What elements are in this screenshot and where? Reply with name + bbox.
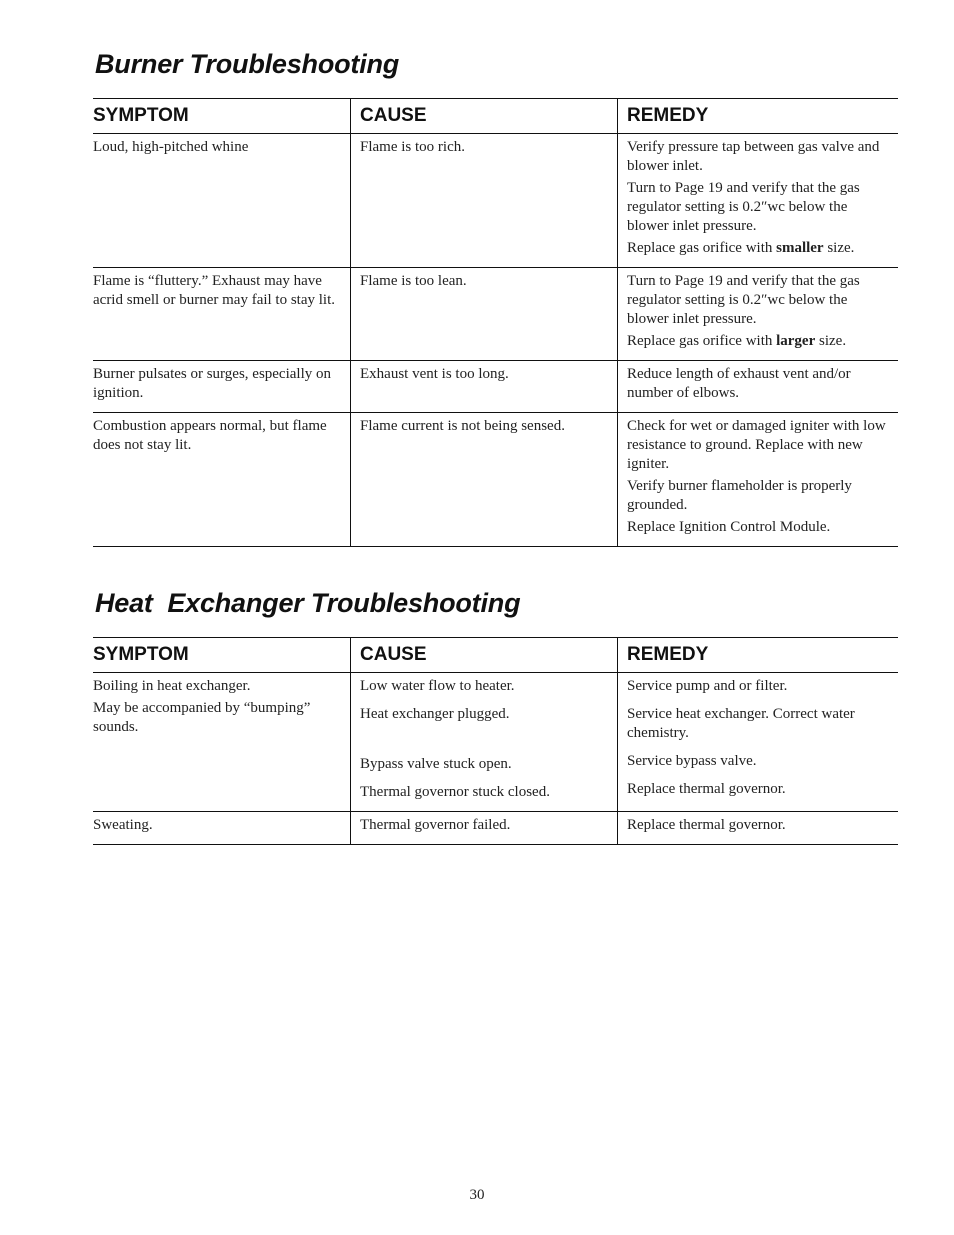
symptom-cell: [93, 268, 350, 360]
table-row: [93, 412, 898, 546]
cause-cell: [350, 361, 617, 412]
remedy-cell: [617, 268, 898, 360]
symptom-text: Burner pulsates or surges, especially on ignition.: [93, 366, 332, 401]
table-row: [93, 134, 898, 267]
symptom-text: Boiling in heat exchanger.: [93, 678, 251, 694]
remedy-text: Reduce length of exhaust vent and/or number of elbows.: [627, 366, 851, 401]
remedy-text: Service heat exchanger. Correct water chemistry.: [627, 706, 855, 741]
header-symptom: SYMPTOM: [93, 105, 189, 126]
remedy-text-start: Replace gas orifice with: [627, 240, 777, 256]
table-header: [93, 99, 898, 134]
table-row: [93, 267, 898, 360]
cause-text: Flame is too lean.: [360, 273, 467, 289]
page-number: 30: [469, 1187, 485, 1203]
remedy-text: Replace Ignition Control Module.: [627, 519, 831, 535]
cause-text: Flame current is not being sensed.: [360, 418, 565, 434]
remedy-emphasis: smaller: [776, 240, 824, 256]
symptom-text: Sweating.: [93, 817, 153, 833]
cause-text: Thermal governor failed.: [360, 817, 511, 833]
cause-cell: [350, 812, 617, 844]
remedy-text: Verify pressure tap between gas valve and blower inlet.: [627, 139, 880, 174]
symptom-text: Flame is “fluttery.” Exhaust may have acrid smell or burner may fail to stay lit.: [93, 273, 336, 308]
symptom-cell: [93, 673, 350, 811]
remedy-text: [627, 239, 890, 258]
header-symptom: SYMPTOM: [93, 644, 189, 665]
remedy-text-end: size.: [823, 240, 855, 256]
cause-text: Thermal governor stuck closed.: [360, 784, 550, 800]
remedy-emphasis: larger: [776, 333, 816, 349]
header-remedy: REMEDY: [617, 638, 898, 672]
table-row: [93, 360, 898, 412]
symptom-text: May be accompanied by “bumping” sounds.: [93, 700, 311, 735]
remedy-text-end: size.: [815, 333, 847, 349]
table-row: [93, 811, 898, 844]
remedy-cell: [617, 812, 898, 844]
remedy-text: [627, 332, 890, 351]
symptom-cell: [93, 812, 350, 844]
remedy-text: Replace thermal governor.: [627, 781, 786, 797]
cause-cell: [350, 413, 617, 546]
header-cause: CAUSE: [350, 99, 617, 133]
remedy-cell: [617, 134, 898, 267]
burner-section-title: Burner Troubleshooting: [95, 49, 400, 79]
cause-cell: [350, 134, 617, 267]
cause-cell: [350, 673, 617, 811]
symptom-cell: [93, 361, 350, 412]
remedy-cell: [617, 673, 898, 811]
burner-troubleshooting-table: [93, 98, 898, 547]
cause-text: Flame is too rich.: [360, 139, 465, 155]
table-row: [93, 673, 898, 811]
table-header: [93, 638, 898, 673]
heat-exchanger-troubleshooting-table: [93, 637, 898, 845]
remedy-text: Turn to Page 19 and verify that the gas regulator setting is 0.2″wc below the blower inlet pressure.: [627, 180, 860, 234]
remedy-cell: [617, 413, 898, 546]
header-cause: CAUSE: [350, 638, 617, 672]
cause-text: Low water flow to heater.: [360, 678, 515, 694]
remedy-text: Service pump and or filter.: [627, 678, 788, 694]
heat-exchanger-section-title: Heat Exchanger Troubleshooting: [95, 588, 521, 618]
remedy-text: Service bypass valve.: [627, 753, 757, 769]
cause-text: Heat exchanger plugged.: [360, 706, 510, 722]
remedy-cell: [617, 361, 898, 412]
cause-cell: [350, 268, 617, 360]
cause-text: Bypass valve stuck open.: [360, 756, 512, 772]
symptom-cell: [93, 134, 350, 267]
remedy-text-start: Replace gas orifice with: [627, 333, 777, 349]
remedy-text: Check for wet or damaged igniter with low resistance to ground. Replace with new igniter.: [627, 418, 886, 472]
header-remedy: REMEDY: [617, 99, 898, 133]
symptom-cell: [93, 413, 350, 546]
symptom-text: Loud, high-pitched whine: [93, 139, 249, 155]
remedy-text: Verify burner flameholder is properly grounded.: [627, 478, 852, 513]
symptom-text: Combustion appears normal, but flame does not stay lit.: [93, 418, 327, 453]
remedy-text: Turn to Page 19 and verify that the gas regulator setting is 0.2″wc below the blower inlet pressure.: [627, 273, 860, 327]
cause-text: Exhaust vent is too long.: [360, 366, 509, 382]
remedy-text: Replace thermal governor.: [627, 817, 786, 833]
